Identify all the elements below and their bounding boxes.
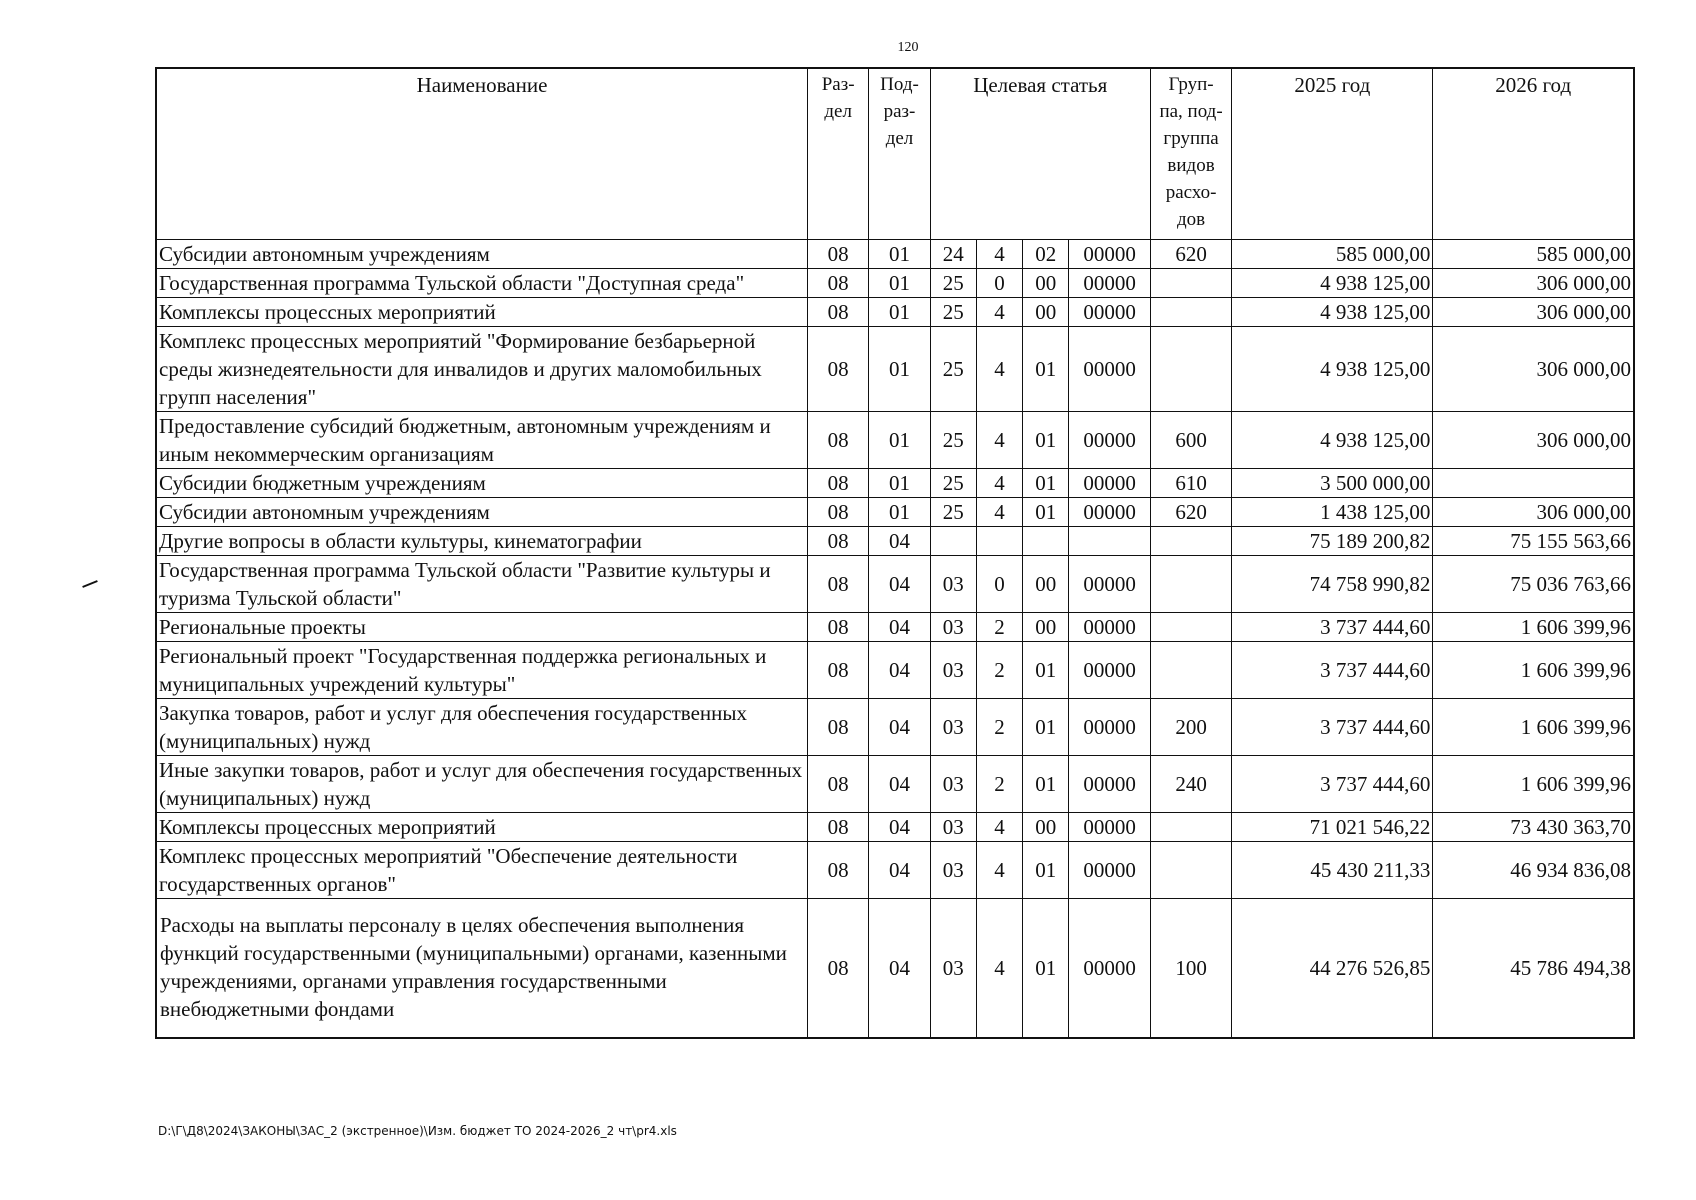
header-year-2026: 2026 год <box>1433 68 1634 240</box>
program-code-cell: 03 <box>930 613 976 642</box>
section-code-cell: 08 <box>808 642 869 699</box>
subsection-code-cell: 04 <box>869 699 930 756</box>
program-code-cell: 25 <box>930 269 976 298</box>
subsection-code-cell: 01 <box>869 298 930 327</box>
table-row <box>156 269 1634 298</box>
direction-code-cell: 00000 <box>1069 613 1150 642</box>
direction-code-cell: 00000 <box>1069 240 1150 269</box>
direction-code-cell: 00000 <box>1069 498 1150 527</box>
amount-2026-cell: 1 606 399,96 <box>1433 613 1634 642</box>
subsection-code-cell: 04 <box>869 527 930 556</box>
structural-code-cell: 00 <box>1023 813 1069 842</box>
direction-code-cell: 00000 <box>1069 899 1150 1039</box>
row-name-cell: Закупка товаров, работ и услуг для обеспечения государственных (муниципальных) нужд <box>156 699 808 756</box>
table-body <box>156 240 1634 1039</box>
header-razdel-text: Раз- дел <box>821 74 855 122</box>
row-name-cell: Государственная программа Тульской области "Развитие культуры и туризма Тульской области" <box>156 556 808 613</box>
table-row <box>156 699 1634 756</box>
program-code-cell: 24 <box>930 240 976 269</box>
table-row <box>156 756 1634 813</box>
table-row <box>156 412 1634 469</box>
section-code-cell: 08 <box>808 269 869 298</box>
amount-2026-cell <box>1433 469 1634 498</box>
program-code-cell: 25 <box>930 327 976 412</box>
table-header-row <box>156 68 1634 240</box>
amount-2025-cell: 44 276 526,85 <box>1232 899 1433 1039</box>
direction-code-cell: 00000 <box>1069 469 1150 498</box>
amount-2026-cell: 46 934 836,08 <box>1433 842 1634 899</box>
amount-2025-cell: 4 938 125,00 <box>1232 269 1433 298</box>
subsection-code-cell: 01 <box>869 469 930 498</box>
file-path-footer: D:\Г\Д8\2024\ЗАКОНЫ\ЗАС_2 (экстренное)\Изм. бюджет ТО 2024-2026_2 чт\pr4.xls <box>158 1124 677 1138</box>
program-code-cell: 25 <box>930 298 976 327</box>
table-row <box>156 556 1634 613</box>
expense-group-cell <box>1150 556 1231 613</box>
section-code-cell: 08 <box>808 613 869 642</box>
type-code-cell: 4 <box>976 240 1022 269</box>
type-code-cell: 4 <box>976 899 1022 1039</box>
direction-code-cell: 00000 <box>1069 756 1150 813</box>
amount-2026-cell: 585 000,00 <box>1433 240 1634 269</box>
direction-code-cell: 00000 <box>1069 412 1150 469</box>
amount-2026-cell: 306 000,00 <box>1433 498 1634 527</box>
structural-code-cell: 01 <box>1023 899 1069 1039</box>
direction-code-cell: 00000 <box>1069 813 1150 842</box>
expense-group-cell <box>1150 327 1231 412</box>
section-code-cell: 08 <box>808 412 869 469</box>
header-expense-group-text: Груп- па, под- группа видов расхо- дов <box>1159 74 1223 230</box>
program-code-cell: 03 <box>930 756 976 813</box>
amount-2026-cell: 1 606 399,96 <box>1433 756 1634 813</box>
subsection-code-cell: 04 <box>869 613 930 642</box>
expense-group-cell <box>1150 613 1231 642</box>
amount-2025-cell: 75 189 200,82 <box>1232 527 1433 556</box>
amount-2025-cell: 3 500 000,00 <box>1232 469 1433 498</box>
header-podrazdel-text: Под- раз- дел <box>880 74 919 149</box>
header-razdel <box>808 68 869 240</box>
page-number: 120 <box>897 40 919 55</box>
subsection-code-cell: 04 <box>869 756 930 813</box>
direction-code-cell: 00000 <box>1069 298 1150 327</box>
table-row <box>156 469 1634 498</box>
program-code-cell: 25 <box>930 498 976 527</box>
program-code-cell: 25 <box>930 469 976 498</box>
structural-code-cell <box>1023 527 1069 556</box>
structural-code-cell: 00 <box>1023 613 1069 642</box>
table-row <box>156 642 1634 699</box>
amount-2025-cell: 74 758 990,82 <box>1232 556 1433 613</box>
expense-group-cell <box>1150 269 1231 298</box>
type-code-cell: 4 <box>976 813 1022 842</box>
section-code-cell: 08 <box>808 556 869 613</box>
subsection-code-cell: 04 <box>869 813 930 842</box>
amount-2026-cell: 306 000,00 <box>1433 298 1634 327</box>
type-code-cell: 4 <box>976 298 1022 327</box>
type-code-cell: 2 <box>976 756 1022 813</box>
amount-2025-cell: 3 737 444,60 <box>1232 642 1433 699</box>
amount-2025-cell: 3 737 444,60 <box>1232 613 1433 642</box>
section-code-cell: 08 <box>808 240 869 269</box>
section-code-cell: 08 <box>808 327 869 412</box>
row-name-cell: Комплексы процессных мероприятий <box>156 298 808 327</box>
table-row <box>156 899 1634 1039</box>
subsection-code-cell: 01 <box>869 412 930 469</box>
row-name-cell: Комплекс процессных мероприятий "Формирование безбарьерной среды жизнедеятельности для инвалидов и других маломобильных групп населения" <box>156 327 808 412</box>
table-row <box>156 813 1634 842</box>
table-row <box>156 527 1634 556</box>
row-name-cell: Расходы на выплаты персоналу в целях обеспечения выполнения функций государственными (муниципальными) органами, казенными учреждениями, органами управления государственными внебюджетными фондами <box>156 899 808 1039</box>
header-name: Наименование <box>156 68 808 240</box>
expense-group-cell <box>1150 642 1231 699</box>
structural-code-cell: 00 <box>1023 269 1069 298</box>
row-name-cell: Субсидии автономным учреждениям <box>156 240 808 269</box>
type-code-cell: 0 <box>976 269 1022 298</box>
section-code-cell: 08 <box>808 813 869 842</box>
structural-code-cell: 00 <box>1023 556 1069 613</box>
table-row <box>156 842 1634 899</box>
row-name-cell: Комплекс процессных мероприятий "Обеспечение деятельности государственных органов" <box>156 842 808 899</box>
section-code-cell: 08 <box>808 527 869 556</box>
row-name-cell: Субсидии автономным учреждениям <box>156 498 808 527</box>
program-code-cell: 03 <box>930 556 976 613</box>
program-code-cell: 03 <box>930 642 976 699</box>
row-name-cell: Иные закупки товаров, работ и услуг для обеспечения государственных (муниципальных) нужд <box>156 756 808 813</box>
type-code-cell: 2 <box>976 613 1022 642</box>
amount-2026-cell: 75 036 763,66 <box>1433 556 1634 613</box>
section-code-cell: 08 <box>808 842 869 899</box>
table-row <box>156 498 1634 527</box>
structural-code-cell: 01 <box>1023 842 1069 899</box>
direction-code-cell: 00000 <box>1069 699 1150 756</box>
expense-group-cell <box>1150 298 1231 327</box>
row-name-cell: Региональный проект "Государственная поддержка региональных и муниципальных учреждений культуры" <box>156 642 808 699</box>
structural-code-cell: 01 <box>1023 469 1069 498</box>
type-code-cell: 2 <box>976 642 1022 699</box>
table-row <box>156 240 1634 269</box>
structural-code-cell: 01 <box>1023 498 1069 527</box>
row-name-cell: Предоставление субсидий бюджетным, автономным учреждениям и иным некоммерческим организациям <box>156 412 808 469</box>
direction-code-cell: 00000 <box>1069 556 1150 613</box>
type-code-cell: 4 <box>976 842 1022 899</box>
expense-group-cell: 620 <box>1150 498 1231 527</box>
amount-2026-cell: 1 606 399,96 <box>1433 699 1634 756</box>
structural-code-cell: 01 <box>1023 756 1069 813</box>
amount-2026-cell: 1 606 399,96 <box>1433 642 1634 699</box>
type-code-cell <box>976 527 1022 556</box>
amount-2025-cell: 4 938 125,00 <box>1232 412 1433 469</box>
row-name-cell: Государственная программа Тульской области "Доступная среда" <box>156 269 808 298</box>
type-code-cell: 4 <box>976 327 1022 412</box>
header-year-2025: 2025 год <box>1232 68 1433 240</box>
section-code-cell: 08 <box>808 469 869 498</box>
section-code-cell: 08 <box>808 756 869 813</box>
amount-2025-cell: 45 430 211,33 <box>1232 842 1433 899</box>
amount-2026-cell: 75 155 563,66 <box>1433 527 1634 556</box>
subsection-code-cell: 04 <box>869 556 930 613</box>
direction-code-cell: 00000 <box>1069 842 1150 899</box>
section-code-cell: 08 <box>808 699 869 756</box>
direction-code-cell: 00000 <box>1069 642 1150 699</box>
type-code-cell: 0 <box>976 556 1022 613</box>
subsection-code-cell: 04 <box>869 899 930 1039</box>
row-name-cell: Региональные проекты <box>156 613 808 642</box>
section-code-cell: 08 <box>808 899 869 1039</box>
section-code-cell: 08 <box>808 498 869 527</box>
structural-code-cell: 02 <box>1023 240 1069 269</box>
expense-group-cell <box>1150 527 1231 556</box>
expense-group-cell: 600 <box>1150 412 1231 469</box>
amount-2025-cell: 71 021 546,22 <box>1232 813 1433 842</box>
amount-2026-cell: 306 000,00 <box>1433 269 1634 298</box>
program-code-cell: 03 <box>930 899 976 1039</box>
expense-group-cell: 200 <box>1150 699 1231 756</box>
amount-2026-cell: 45 786 494,38 <box>1433 899 1634 1039</box>
section-code-cell: 08 <box>808 298 869 327</box>
expense-group-cell: 100 <box>1150 899 1231 1039</box>
direction-code-cell: 00000 <box>1069 269 1150 298</box>
subsection-code-cell: 04 <box>869 642 930 699</box>
structural-code-cell: 01 <box>1023 412 1069 469</box>
amount-2025-cell: 4 938 125,00 <box>1232 327 1433 412</box>
header-target-article: Целевая статья <box>930 68 1150 240</box>
expense-group-cell <box>1150 842 1231 899</box>
amount-2025-cell: 1 438 125,00 <box>1232 498 1433 527</box>
margin-pen-mark <box>82 580 98 588</box>
structural-code-cell: 01 <box>1023 699 1069 756</box>
structural-code-cell: 01 <box>1023 642 1069 699</box>
row-name-cell: Другие вопросы в области культуры, кинематографии <box>156 527 808 556</box>
row-name-cell: Субсидии бюджетным учреждениям <box>156 469 808 498</box>
subsection-code-cell: 01 <box>869 240 930 269</box>
expense-group-cell <box>1150 813 1231 842</box>
program-code-cell: 03 <box>930 699 976 756</box>
amount-2025-cell: 3 737 444,60 <box>1232 699 1433 756</box>
amount-2025-cell: 585 000,00 <box>1232 240 1433 269</box>
type-code-cell: 4 <box>976 498 1022 527</box>
amount-2025-cell: 4 938 125,00 <box>1232 298 1433 327</box>
header-expense-group <box>1150 68 1231 240</box>
structural-code-cell: 00 <box>1023 298 1069 327</box>
program-code-cell: 03 <box>930 813 976 842</box>
program-code-cell <box>930 527 976 556</box>
table-row <box>156 613 1634 642</box>
subsection-code-cell: 01 <box>869 269 930 298</box>
budget-table <box>155 67 1635 1039</box>
amount-2026-cell: 306 000,00 <box>1433 412 1634 469</box>
amount-2026-cell: 306 000,00 <box>1433 327 1634 412</box>
expense-group-cell: 620 <box>1150 240 1231 269</box>
expense-group-cell: 240 <box>1150 756 1231 813</box>
structural-code-cell: 01 <box>1023 327 1069 412</box>
amount-2026-cell: 73 430 363,70 <box>1433 813 1634 842</box>
header-podrazdel <box>869 68 930 240</box>
direction-code-cell: 00000 <box>1069 327 1150 412</box>
type-code-cell: 4 <box>976 412 1022 469</box>
type-code-cell: 2 <box>976 699 1022 756</box>
direction-code-cell <box>1069 527 1150 556</box>
type-code-cell: 4 <box>976 469 1022 498</box>
program-code-cell: 25 <box>930 412 976 469</box>
subsection-code-cell: 01 <box>869 327 930 412</box>
subsection-code-cell: 04 <box>869 842 930 899</box>
amount-2025-cell: 3 737 444,60 <box>1232 756 1433 813</box>
subsection-code-cell: 01 <box>869 498 930 527</box>
row-name-cell: Комплексы процессных мероприятий <box>156 813 808 842</box>
program-code-cell: 03 <box>930 842 976 899</box>
table-row <box>156 327 1634 412</box>
table-row <box>156 298 1634 327</box>
expense-group-cell: 610 <box>1150 469 1231 498</box>
